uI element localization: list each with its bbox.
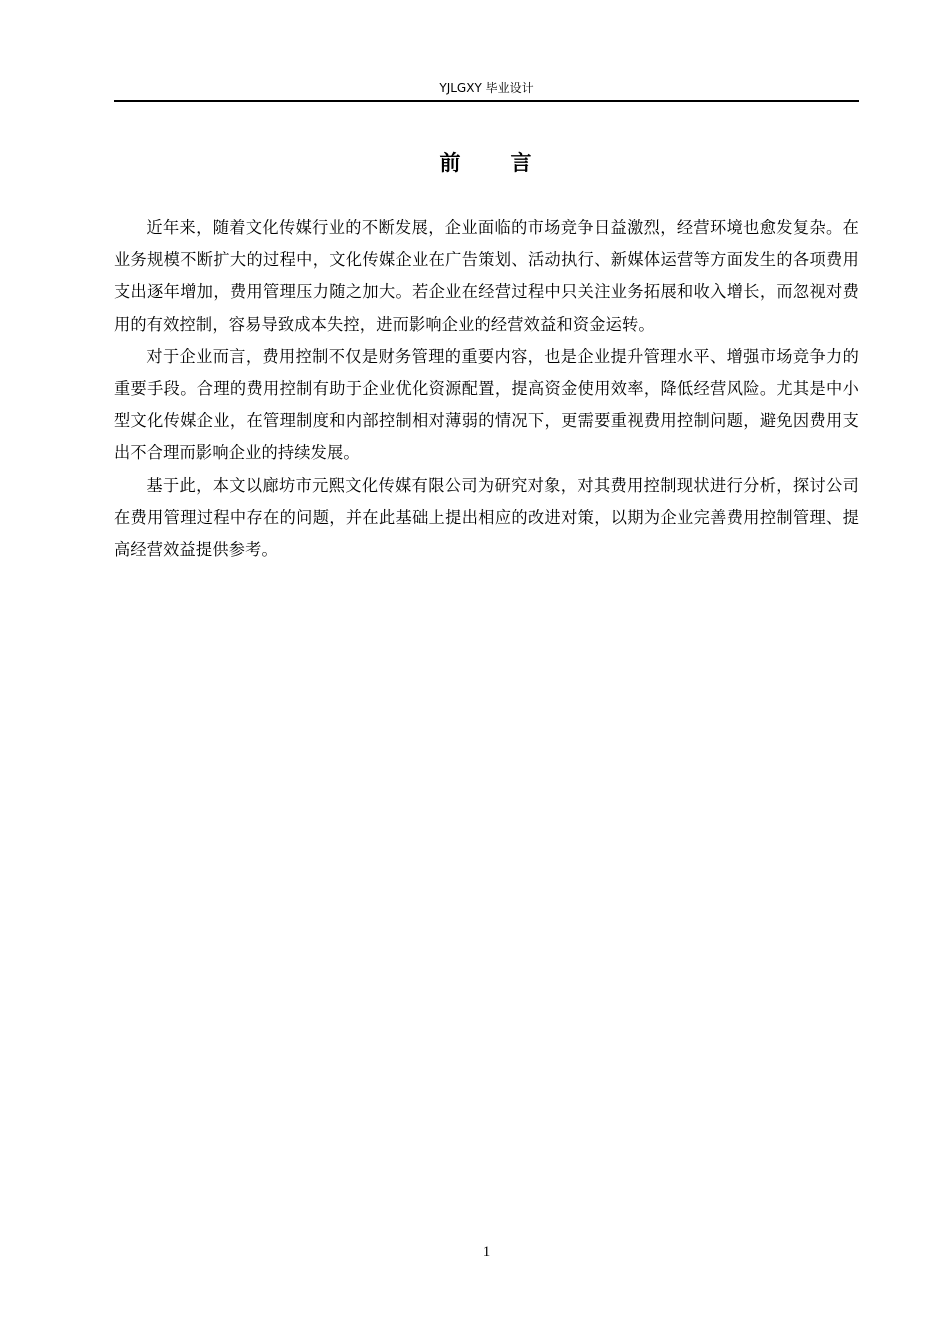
header-rule [114,100,859,102]
paragraph-3: 基于此，本文以廊坊市元熙文化传媒有限公司为研究对象，对其费用控制现状进行分析，探讨公司在费用管理过程中存在的问题，并在此基础上提出相应的改进对策，以期为企业完善费用控制管理、提高经营效益提供参考。 [114,475,859,560]
title-char-1: 前 [439,151,463,175]
running-header: YJLGXY 毕业设计 [439,81,534,95]
body-text [114,212,859,566]
page-number: 1 [482,1244,491,1260]
paragraph-1: 近年来，随着文化传媒行业的不断发展，企业面临的市场竞争日益激烈，经营环境也愈发复杂。在业务规模不断扩大的过程中，文化传媒企业在广告策划、活动执行、新媒体运营等方面发生的各项费用支出逐年增加，费用管理压力随之加大。若企业在经营过程中只关注业务拓展和收入增长，而忽视对费用的有效控制，容易导致成本失控，进而影响企业的经营效益和资金运转。 [114,218,859,334]
title-char-2: 言 [510,151,534,175]
page-title [114,148,859,178]
paragraph-2: 对于企业而言，费用控制不仅是财务管理的重要内容，也是企业提升管理水平、增强市场竞争力的重要手段。合理的费用控制有助于企业优化资源配置，提高资金使用效率，降低经营风险。尤其是中小型文化传媒企业，在管理制度和内部控制相对薄弱的情况下，更需要重视费用控制问题，避免因费用支出不合理而影响企业的持续发展。 [114,346,859,463]
